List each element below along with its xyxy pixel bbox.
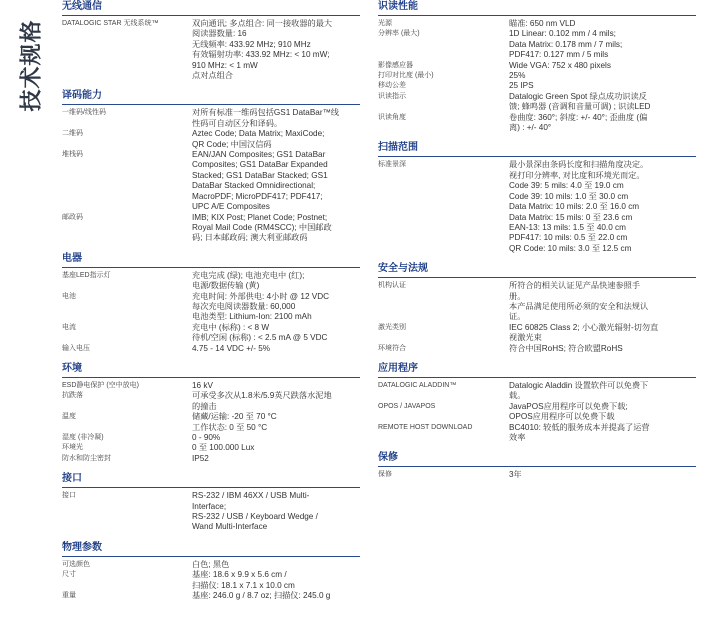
spec-value: 瞄准: 650 nm VLD [509,19,576,28]
left-column [62,0,360,609]
right-column [378,0,696,489]
spec-label: 湿度 (非冷凝) [62,434,104,441]
spec-row [62,150,360,212]
spec-label: 机构认证 [378,282,406,290]
spec-label: ESD静电保护 (空中放电) [62,381,139,389]
spec-value: 充电中 (标称) : < 8 W 待机/空闲 (标称) : < 2.5 mA @ 5 VDC [192,322,328,343]
left-spec-section-1 [62,89,360,243]
spec-row [62,491,360,533]
spec-row [62,391,360,412]
spec-row [62,560,360,570]
left-spec-section-4 [62,472,360,533]
spec-value: 所符合的相关认证见产品快速参照手 册。 本产品满足使用所必须的安全和法规认 证。 [509,281,649,322]
spec-label: 尺寸 [62,571,76,579]
right-spec-section-1 [378,141,696,254]
spec-value: 可承受多次从1.8米/5.9英尺跌落水泥地 的撞击 [192,391,332,411]
section-heading: 保修 [378,451,696,467]
spec-label: 标准景深 [378,161,406,169]
spec-label: 堆栈码 [62,151,83,159]
spec-value: Wide VGA: 752 x 480 pixels [509,60,611,70]
spec-value: Datalogic Aladdin 设置软件可以免费下 载。 [509,380,649,401]
spec-value: IEC 60825 Class 2; 小心激光辐射-切勿直 视激光束 [509,322,659,343]
spec-value: 16 kV [192,380,213,390]
spec-value: 卷曲度: 360°; 斜度: +/- 40°; 歪曲度 (偏 离) : +/- 40° [509,112,648,133]
spec-value: 0 至 100.000 Lux [192,443,255,453]
page-title-text: 技术规格 [19,18,45,112]
section-heading: 物理参数 [62,541,360,557]
right-spec-section-0 [378,0,696,133]
spec-value: 对所有标准一维码包括GS1 DataBar™线 性码可自动区分和译码。 [192,108,339,128]
left-spec-section-3 [62,362,360,464]
spec-value: 符合中国RoHS; 符合欧盟RoHS [509,343,623,353]
spec-value: IMB; KIX Post; Planet Code; Postnet; Royal Mail Code (RM4SCC); 中国邮政 码; 日本邮政码; 澳大利亚邮政码 [192,212,332,243]
spec-row [378,402,696,423]
spec-value: EAN/JAN Composites; GS1 DataBar Composites; GS1 DataBar Expanded Stacked; GS1 DataBar Stacked; GS1 DataBar Stacked Omnidirectional; MacroPDF; MicroPDF417; PDF417; UPC A/E Composites [192,150,328,212]
spec-value: 白色; 黑色 [192,559,230,569]
spec-label: 移动公差 [378,82,406,90]
spec-label: 激光类别 [378,323,406,331]
spec-label: 基座LED指示灯 [62,271,111,279]
spec-row [378,423,696,444]
spec-value: 双向通讯; 多点组合: 同一接收器的最大 阅读器数量: 16 无线频率: 433.92 MHz; 910 MHz 有效辐射功率: 433.92 MHz: < 10 mW; 910 MHz: < 1 mW 点对点组合 [192,19,333,81]
spec-label: OPOS / JAVAPOS [378,402,436,410]
spec-label: 输入电压 [62,344,90,352]
spec-label: 重量 [62,592,76,600]
spec-row [62,344,360,354]
spec-row [378,81,696,91]
spec-label: DATALOGIC ALADDIN™ [378,381,457,389]
spec-row [378,344,696,354]
spec-row [378,470,696,480]
spec-row [378,92,696,113]
section-heading: 应用程序 [378,362,696,378]
spec-value: 最小景深由条码长度和扫描角度决定。 视打印分辨率, 对比度和环境光而定。 Code 39: 5 mils: 4.0 至 19.0 cm Code 39: 10 mils: 1.0 至 30.0 cm Data Matrix: 10 mils: 2.0 至 16.0 cm Data Matrix: 15 mils: 0 至 23.6 cm EAN-13: 13 mils: 1.5 至 40.0 cm PDF417: 10 mils: 0.5 至 22.0 cm QR Code: 10 mils: 3.0 至 12.5 cm [509,160,649,253]
spec-label: DATALOGIC STAR 无线系统™ [62,20,159,27]
spec-value: JavaPOS应用程序可以免费下载; OPOS应用程序可以免费下载 [509,401,628,422]
section-heading: 无线通信 [62,0,360,16]
spec-row [378,323,696,344]
spec-label: 保修 [378,471,392,479]
section-heading: 译码能力 [62,89,360,105]
spec-value: 1D Linear: 0.102 mm / 4 mils; Data Matrix: 0.178 mm / 7 mils; PDF417: 0.127 mm / 5 mils [509,29,623,60]
left-spec-section-5 [62,541,360,602]
spec-value: 储藏/运输: -20 至 70 °C 工作状态: 0 至 50 °C [192,412,277,432]
spec-row [62,323,360,344]
spec-value: IP52 [192,453,209,463]
spec-row [378,281,696,323]
section-heading: 环境 [62,362,360,378]
spec-row [62,381,360,391]
spec-row [62,129,360,150]
spec-label: 温度 [62,413,76,421]
spec-label: 二维码 [62,130,83,138]
spec-label: 光源 [378,20,392,27]
spec-label: 一维码/线性码 [62,109,106,117]
right-spec-section-4 [378,451,696,480]
spec-value: RS-232 / IBM 46XX / USB Multi- Interface; RS-232 / USB / Keyboard Wedge / Wand Multi-Interface [192,491,318,532]
spec-label: REMOTE HOST DOWNLOAD [378,423,473,431]
spec-row [378,160,696,254]
section-heading: 扫描范围 [378,141,696,157]
spec-value: 3年 [509,470,522,480]
section-heading: 接口 [62,472,360,488]
spec-label: 打印对比度 (最小) [378,72,434,80]
spec-row [62,433,360,443]
spec-row [378,19,696,29]
spec-row [378,113,696,134]
left-spec-section-2 [62,252,360,354]
page-title [0,0,60,130]
spec-row [62,213,360,244]
section-heading: 安全与法规 [378,262,696,278]
section-heading: 电器 [62,252,360,268]
spec-label: 分辨率 (最大) [378,30,420,38]
spec-row [62,271,360,292]
spec-value: Aztec Code; Data Matrix; MaxiCode; QR Code; 中国汉信码 [192,129,325,149]
section-heading: 识读性能 [378,0,696,16]
spec-value: Datalogic Green Spot 绿点成功识读反 馈; 蜂鸣器 (音调和音量可调) ; 识读LED [509,91,651,112]
spec-value: 25 IPS [509,81,534,91]
spec-value: 25% [509,71,526,81]
spec-label: 邮政码 [62,213,83,221]
spec-label: 可选颜色 [62,560,90,568]
spec-label: 防水和防尘密封 [62,454,111,462]
spec-label: 环境符合 [378,344,406,352]
spec-label: 接口 [62,492,76,500]
left-spec-section-0 [62,0,360,81]
spec-label: 抗跌落 [62,392,83,400]
spec-row [378,61,696,71]
right-spec-section-3 [378,362,696,443]
spec-row [62,454,360,464]
right-spec-section-2 [378,262,696,354]
spec-label: 电流 [62,323,76,331]
spec-row [62,443,360,453]
spec-row [378,71,696,81]
spec-row [62,591,360,601]
spec-value: 4.75 - 14 VDC +/- 5% [192,343,271,353]
spec-row [378,29,696,60]
spec-value: 基座: 246.0 g / 8.7 oz; 扫描仪: 245.0 g [192,591,331,601]
spec-value: 基座: 18.6 x 9.9 x 5.6 cm / 扫描仪: 18.1 x 7.1 x 10.0 cm [192,570,295,590]
spec-value: 充电完成 (绿); 电池充电中 (红); 电源/数据传输 (黄) [192,270,305,291]
spec-label: 电池 [62,292,76,300]
spec-value: 充电时间: 外部供电: 4小时 @ 12 VDC 每次充电阅读器数量: 60,000 电池类型: Lithium-Ion: 2100 mAh [192,291,330,322]
spec-label: 识读指示 [378,92,406,100]
spec-label: 环境光 [62,444,83,452]
spec-value: BC4010: 较低的服务成本并提高了运营 效率 [509,422,650,442]
spec-row [62,108,360,129]
spec-row [62,570,360,591]
spec-row [62,19,360,81]
spec-row [62,412,360,433]
spec-row [62,292,360,323]
spec-row [378,381,696,402]
spec-value: 0 - 90% [192,433,221,442]
spec-label: 影像感应器 [378,61,413,69]
spec-label: 识读角度 [378,113,406,121]
